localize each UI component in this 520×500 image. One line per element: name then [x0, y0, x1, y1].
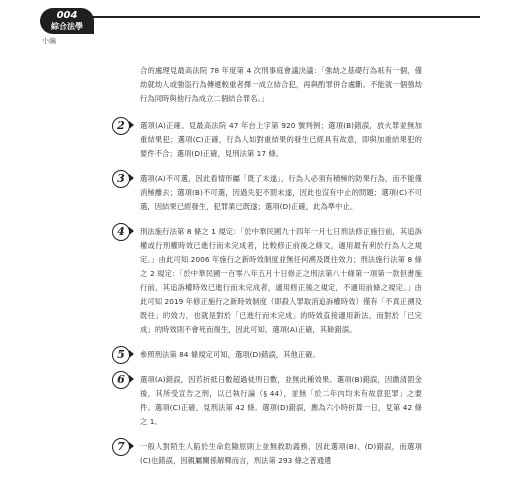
section-name: 綜合法學	[51, 22, 83, 31]
answer-item	[117, 440, 422, 468]
answer-content	[117, 64, 422, 479]
question-number-badge: 3	[112, 170, 130, 188]
answer-item	[117, 119, 422, 161]
question-number-badge: 7	[112, 438, 130, 456]
intro-paragraph: 合的處理見最高法院 78 年度第 4 次刑事庭會議決議：「強劫之基礎行為祇有一個，僅劫就劫人或強盜行為傳遞較重者擇一成立結合犯，再與酌罪併合處斷。不能就一個強劫行為同時與他行為成立二個結合罪名。」	[140, 66, 422, 103]
answer-text: 選項(A)正確。見最高法院 47 年台上字第 920 號判例；選項(B)錯誤，放火罪並無加重結果犯；選項(C)正確，行為人如對重結果的發生已經具有故意，即與加重結果犯的要件不合；選項(D)正確，見刑法第 17 條。	[140, 121, 422, 158]
question-number-badge: 5	[112, 346, 130, 364]
header-rule	[78, 16, 480, 18]
page-number: 004	[56, 10, 78, 21]
answer-text: 刑法施行法第 8 條之 1 規定：「於中華民國九十四年一月七日刑法修正施行前，其追訴權或行刑權時效已進行而未完成者，比較修正前後之條文，適用最有利於行為人之規定。」由此可知 2006 年施行之新時效制度並無任何溯及既往效力；刑法施行法第 8 條之 2 規定：「於中華民國一百零八年五月十日修正之刑法第八十條第一項第一款但書施行前，其追訴權時效已進行而未完成者，適用修正後之規定，不適用前條之規定。」由此可知 2019 年修正施行之新時效制度（即殺人罪取消追訴權時效）僅有「不真正溯及既往」的效力，也就是對於「已進行而未完成」的時效直接適用新法，而對於「已完成」的時效則不會死而復生，因此可知，選項(A)正確，其餘錯誤。	[140, 227, 422, 334]
question-number-badge: 4	[112, 223, 130, 241]
answer-item	[117, 348, 422, 362]
page-number-badge	[40, 8, 94, 34]
section-subtitle: 小編	[42, 37, 56, 45]
answer-text: 選項(A)錯誤，因若折抵日數超過徒刑日數，並無此種效果。選項(B)錯誤，因繳清罰金後，其所受宣告之刑，以已執行論（§ 44），並無「於二年內均未有故意犯罪」之要件。選項(C)正確，見刑法第 42 條。選項(D)錯誤，應為六小時折算一日，見第 42 條之 1。	[140, 375, 422, 426]
answer-text: 選項(A)不可選，因此看情形屬「既了未遂」，行為人必須有積極的防果行為，而不能僅消極離去；選項(B)不可選，因過失犯不罰未遂，因此也沒有中止的問題；選項(C)不可選，因結果已經發生，犯罪業已既遂；選項(D)正確，此為準中止。	[140, 174, 422, 211]
page-header	[40, 8, 480, 45]
question-number-badge: 2	[112, 117, 130, 135]
answer-text: 參照刑法第 84 條規定可知，選項(D)錯誤，其他正確。	[140, 350, 320, 359]
answer-item	[117, 373, 422, 429]
question-number-badge: 6	[112, 371, 130, 389]
answer-item	[117, 225, 422, 337]
answer-text: 一般人對陌生人陷於生命危險原則上並無救助義務，因此選項(B)、(D)錯誤，而選項(C)也錯誤，因親屬關係解釋而言，刑法第 293 條之普通遺	[140, 442, 422, 465]
answer-item	[117, 172, 422, 214]
